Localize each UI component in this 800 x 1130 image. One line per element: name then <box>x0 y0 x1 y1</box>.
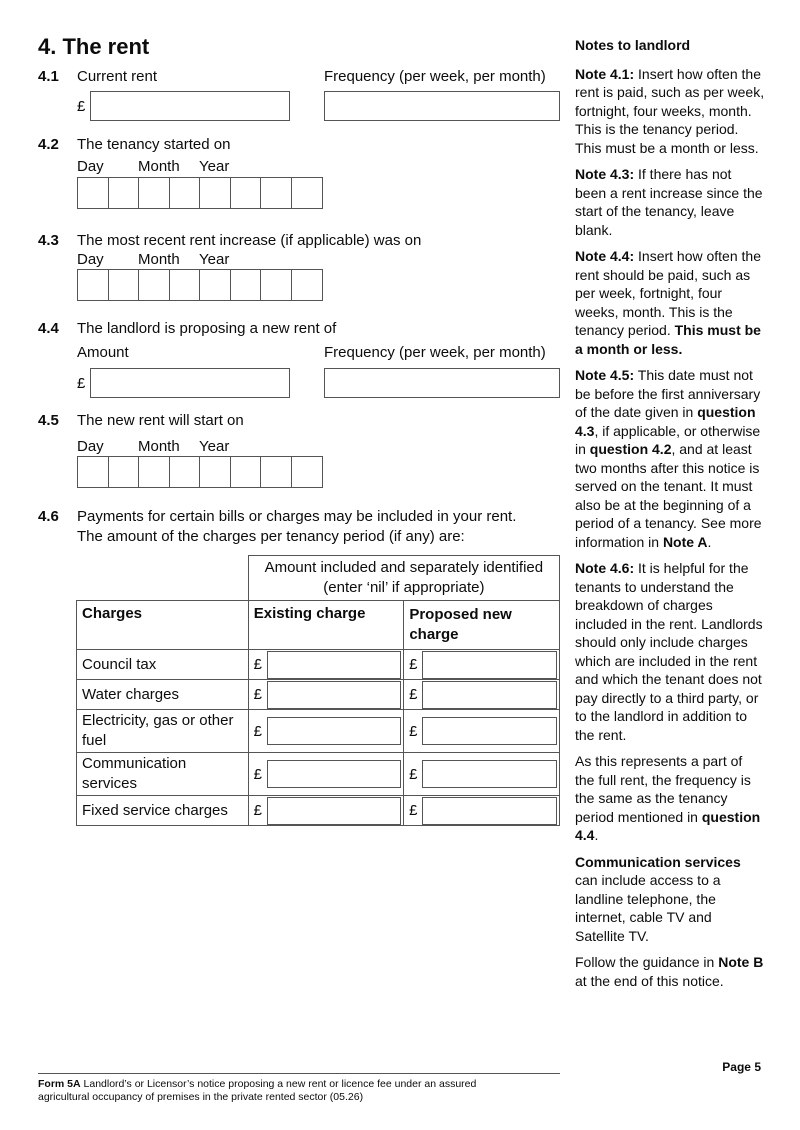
note-4-5: Note 4.5: This date must not be before the first anniversary of the date given in question 4.3, if applicable, or otherwise in question 4.2, and at least two months after this notice is served on the tenant. It must also be at the beginning of a period of a tenancy. See more information in Note A. <box>575 367 762 550</box>
current-frequency-input[interactable] <box>324 91 560 121</box>
proposed-charge-input[interactable] <box>422 760 557 788</box>
current-rent-input[interactable] <box>90 91 290 121</box>
pound-sign: £ <box>409 656 418 673</box>
charges-intro-line1: Payments for certain bills or charges may be included in your rent. <box>77 508 517 525</box>
recent-increase-label: The most recent rent increase (if applicable) was on <box>77 232 422 249</box>
charge-row-label: Fixed service charges <box>77 796 249 826</box>
question-number-4-1: 4.1 <box>38 68 59 85</box>
existing-charge-input[interactable] <box>267 760 402 788</box>
question-number-4-5: 4.5 <box>38 412 59 429</box>
existing-charge-input[interactable] <box>267 797 402 825</box>
question-number-4-2: 4.2 <box>38 136 59 153</box>
footer-divider <box>38 1073 560 1074</box>
note-4-1: Note 4.1: Insert how often the rent is paid, such as per week, fortnight, four weeks, month. This is the tenancy period. This must be a month or less. <box>575 65 765 156</box>
pound-sign: £ <box>253 656 262 673</box>
note-4-4: Note 4.4: Insert how often the rent should be paid, such as per week, fortnight, four weeks, month. This is the tenancy period. This must be a month or less. <box>575 248 761 357</box>
pound-sign: £ <box>409 765 418 783</box>
day-label: Day <box>77 158 104 175</box>
note-follow-guidance: Follow the guidance in Note B at the end of this notice. <box>575 954 764 989</box>
pound-sign: £ <box>253 722 262 740</box>
question-number-4-6: 4.6 <box>38 508 59 525</box>
question-number-4-3: 4.3 <box>38 232 59 249</box>
tenancy-start-label: The tenancy started on <box>77 136 231 153</box>
proposed-charge-header: Proposed new charge <box>404 601 560 650</box>
charges-intro-line2: The amount of the charges per tenancy period (if any) are: <box>77 528 465 545</box>
notes-title: Notes to landlord <box>575 37 691 53</box>
current-frequency-label: Frequency (per week, per month) <box>324 68 546 85</box>
day-label: Day <box>77 251 104 268</box>
note-frequency: As this represents a part of the full rent, the frequency is the same as the tenancy period mentioned in question 4.4. <box>575 753 761 843</box>
section-heading: 4. The rent <box>38 34 150 59</box>
month-label: Month <box>138 158 180 175</box>
day-label: Day <box>77 438 104 455</box>
page-number: Page 5 <box>722 1060 761 1074</box>
amount-group-header: Amount included and separately identified (enter ‘nil’ if appropriate) <box>248 556 559 601</box>
new-frequency-input[interactable] <box>324 368 560 398</box>
month-label: Month <box>138 438 180 455</box>
proposed-charge-input[interactable] <box>422 651 557 679</box>
existing-charge-header: Existing charge <box>248 601 404 650</box>
pound-sign: £ <box>409 722 418 740</box>
notes-to-landlord <box>575 36 765 998</box>
note-communication-services: Communication services can include access to a landline telephone, the internet, cable TV and Satellite TV. <box>575 853 741 944</box>
pound-sign: £ <box>253 802 262 819</box>
charge-row-label: Communication services <box>77 753 249 796</box>
new-rent-start-date-input[interactable] <box>77 456 323 488</box>
proposed-charge-input[interactable] <box>422 797 557 825</box>
charge-row-label: Council tax <box>77 650 249 680</box>
charges-table <box>76 555 560 826</box>
proposed-charge-input[interactable] <box>422 681 557 709</box>
pound-sign: £ <box>77 375 86 392</box>
question-number-4-4: 4.4 <box>38 320 59 337</box>
amount-label: Amount <box>77 344 129 361</box>
current-rent-label: Current rent <box>77 68 158 85</box>
existing-charge-input[interactable] <box>267 681 402 709</box>
charge-row-label: Water charges <box>77 680 249 710</box>
year-label: Year <box>199 251 230 268</box>
new-rent-input[interactable] <box>90 368 290 398</box>
note-4-3: Note 4.3: If there has not been a rent increase since the start of the tenancy, leave blank. <box>575 166 763 238</box>
pound-sign: £ <box>253 765 262 783</box>
tenancy-start-date-input[interactable] <box>77 177 323 209</box>
charge-row-label: Electricity, gas or other fuel <box>77 710 249 753</box>
pound-sign: £ <box>409 686 418 703</box>
new-rent-start-label: The new rent will start on <box>77 412 244 429</box>
month-label: Month <box>138 251 180 268</box>
recent-increase-date-input[interactable] <box>77 269 323 301</box>
year-label: Year <box>199 158 230 175</box>
pound-sign: £ <box>253 686 262 703</box>
note-4-6: Note 4.6: It is helpful for the tenants to understand the breakdown of charges included in the rent. Landlords should only include charges which are included in the rent and which the tenant does not pay directly to a third party, or to the landlord in addition to the rent. <box>575 560 763 743</box>
new-frequency-label: Frequency (per week, per month) <box>324 344 546 361</box>
charges-header: Charges <box>77 601 249 650</box>
proposed-rent-label: The landlord is proposing a new rent of <box>77 320 337 337</box>
footer-text: Form 5A Landlord’s or Licensor’s notice proposing a new rent or licence fee under an assured agricultural occupancy of premises in the private rented sector (05.26) <box>38 1078 477 1103</box>
pound-sign: £ <box>409 802 418 819</box>
existing-charge-input[interactable] <box>267 717 402 745</box>
year-label: Year <box>199 438 230 455</box>
proposed-charge-input[interactable] <box>422 717 557 745</box>
existing-charge-input[interactable] <box>267 651 402 679</box>
pound-sign: £ <box>77 98 86 115</box>
